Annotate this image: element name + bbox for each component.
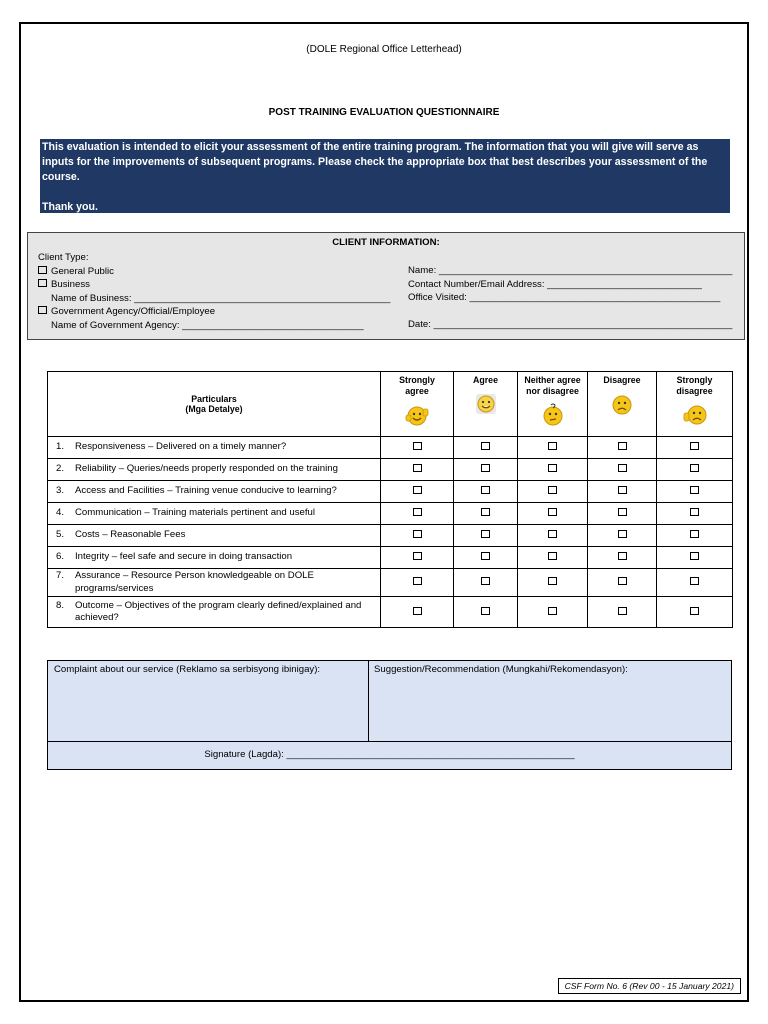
criterion-text: Reliability – Queries/needs properly responded on the training xyxy=(75,463,338,475)
rating-checkbox[interactable] xyxy=(690,530,699,538)
rating-header-strongly-agree xyxy=(381,372,454,437)
table-row xyxy=(48,503,733,525)
feedback-section xyxy=(47,660,732,770)
rating-label-line1: Disagree xyxy=(603,375,641,385)
rating-cell xyxy=(381,547,454,569)
criterion-cell xyxy=(48,481,381,503)
rating-cell xyxy=(454,597,518,628)
name-of-business-field[interactable]: Name of Business: ________________________________________________ xyxy=(51,292,391,304)
rating-label-line1: Agree xyxy=(473,375,498,385)
rating-cell xyxy=(588,547,657,569)
rating-label-line1: Neither agree xyxy=(524,375,581,385)
rating-checkbox[interactable] xyxy=(690,552,699,560)
rating-checkbox[interactable] xyxy=(413,508,422,516)
criterion-number: 6. xyxy=(56,551,65,563)
rating-checkbox[interactable] xyxy=(481,464,490,472)
rating-checkbox[interactable] xyxy=(618,486,627,494)
criterion-cell xyxy=(48,525,381,547)
rating-cell xyxy=(518,597,588,628)
criterion-text: Responsiveness – Delivered on a timely manner? xyxy=(75,441,287,453)
rating-checkbox[interactable] xyxy=(413,577,422,585)
option-general-public[interactable] xyxy=(38,265,390,279)
office-visited-field[interactable]: Office Visited: _______________________________________________ xyxy=(408,292,721,303)
checkbox-business[interactable] xyxy=(38,279,47,287)
rating-cell xyxy=(518,437,588,459)
complaint-box[interactable] xyxy=(48,661,369,741)
criterion-cell xyxy=(48,459,381,481)
rating-checkbox[interactable] xyxy=(413,607,422,615)
rating-checkbox[interactable] xyxy=(481,607,490,615)
particulars-sub: (Mga Detalye) xyxy=(185,404,243,414)
rating-cell xyxy=(454,459,518,481)
rating-checkbox[interactable] xyxy=(690,607,699,615)
name-of-agency-field[interactable]: Name of Government Agency: __________________________________ xyxy=(51,319,364,331)
intro-box xyxy=(40,139,730,213)
rating-cell xyxy=(381,481,454,503)
rating-cell xyxy=(588,503,657,525)
rating-cell xyxy=(381,503,454,525)
rating-cell xyxy=(588,597,657,628)
rating-cell xyxy=(518,547,588,569)
rating-cell xyxy=(518,525,588,547)
date-field[interactable]: Date: ________________________________________________________ xyxy=(408,319,733,330)
rating-cell xyxy=(454,437,518,459)
rating-header-agree xyxy=(454,372,518,437)
client-type-label: Client Type: xyxy=(38,252,89,263)
client-information-section xyxy=(27,232,745,340)
rating-checkbox[interactable] xyxy=(481,577,490,585)
evaluation-table xyxy=(47,371,733,628)
criterion-number: 4. xyxy=(56,507,65,519)
rating-label-line2: agree xyxy=(405,386,429,396)
particulars-label: Particulars xyxy=(191,394,237,404)
rating-label-line1: Strongly xyxy=(676,375,713,385)
rating-checkbox[interactable] xyxy=(548,577,557,585)
rating-label-line1: Strongly xyxy=(399,375,435,385)
thumbs-down-smiley-icon xyxy=(683,403,707,427)
rating-cell xyxy=(657,503,733,525)
rating-checkbox[interactable] xyxy=(618,530,627,538)
rating-cell xyxy=(657,525,733,547)
rating-cell xyxy=(454,547,518,569)
criterion-cell xyxy=(48,597,381,628)
rating-checkbox[interactable] xyxy=(618,442,627,450)
rating-checkbox[interactable] xyxy=(548,486,557,494)
table-row xyxy=(48,597,733,628)
criterion-cell xyxy=(48,437,381,459)
rating-checkbox[interactable] xyxy=(481,508,490,516)
rating-cell xyxy=(454,525,518,547)
rating-checkbox[interactable] xyxy=(690,464,699,472)
rating-checkbox[interactable] xyxy=(690,508,699,516)
option-label: Business xyxy=(51,279,90,290)
rating-header-strongly-disagree xyxy=(657,372,733,437)
rating-cell xyxy=(657,481,733,503)
criterion-cell xyxy=(48,569,381,597)
rating-checkbox[interactable] xyxy=(618,464,627,472)
table-row xyxy=(48,569,733,597)
rating-checkbox[interactable] xyxy=(481,486,490,494)
client-fields-block xyxy=(408,264,732,332)
table-row xyxy=(48,525,733,547)
intro-paragraph: This evaluation is intended to elicit your assessment of the entire training program. The information that you will give will serve as inputs for the improvements of subsequent programs. Please check the appropriate box that best describes your assessment of the course. xyxy=(42,141,708,183)
criterion-number: 5. xyxy=(56,529,65,541)
rating-cell xyxy=(454,481,518,503)
rating-cell xyxy=(454,503,518,525)
criterion-number: 8. xyxy=(56,599,65,611)
rating-checkbox[interactable] xyxy=(690,486,699,494)
table-header-row xyxy=(48,372,733,437)
criterion-text: Integrity – feel safe and secure in doing transaction xyxy=(75,551,293,563)
rating-checkbox[interactable] xyxy=(618,508,627,516)
rating-label-line2: disagree xyxy=(676,386,713,396)
rating-cell xyxy=(381,525,454,547)
form-number: CSF Form No. 6 (Rev 00 - 15 January 2021) xyxy=(558,978,741,994)
thinking-smiley-icon xyxy=(541,403,565,427)
rating-checkbox[interactable] xyxy=(548,607,557,615)
rating-checkbox[interactable] xyxy=(690,577,699,585)
rating-cell xyxy=(657,569,733,597)
rating-cell xyxy=(454,569,518,597)
rating-cell xyxy=(518,503,588,525)
rating-checkbox[interactable] xyxy=(690,442,699,450)
rating-checkbox[interactable] xyxy=(481,442,490,450)
rating-cell xyxy=(518,569,588,597)
rating-checkbox[interactable] xyxy=(548,530,557,538)
signature-field[interactable]: Signature (Lagda): ______________________________________________________ xyxy=(48,741,731,769)
option-government[interactable] xyxy=(38,305,390,319)
rating-checkbox[interactable] xyxy=(548,442,557,450)
rating-checkbox[interactable] xyxy=(413,486,422,494)
criterion-text: Assurance – Resource Person knowledgeable on DOLE programs/services xyxy=(75,570,314,594)
criterion-cell xyxy=(48,547,381,569)
rating-cell xyxy=(381,569,454,597)
rating-checkbox[interactable] xyxy=(548,464,557,472)
rating-checkbox[interactable] xyxy=(413,442,422,450)
thumbs-up-smiley-icon xyxy=(405,403,429,427)
rating-header-neither xyxy=(518,372,588,437)
table-row xyxy=(48,481,733,503)
page-title: POST TRAINING EVALUATION QUESTIONNAIRE xyxy=(268,107,500,118)
client-info-header: CLIENT INFORMATION: xyxy=(332,237,440,248)
rating-header-disagree xyxy=(588,372,657,437)
criterion-number: 2. xyxy=(56,463,65,475)
rating-cell xyxy=(588,569,657,597)
checkbox-government[interactable] xyxy=(38,306,47,314)
option-label: Government Agency/Official/Employee xyxy=(51,306,216,317)
rating-cell xyxy=(518,459,588,481)
rating-cell xyxy=(657,597,733,628)
smiley-icon xyxy=(474,392,498,416)
checkbox-general-public[interactable] xyxy=(38,266,47,274)
rating-checkbox[interactable] xyxy=(413,464,422,472)
rating-cell xyxy=(588,437,657,459)
suggestion-label: Suggestion/Recommendation (Mungkahi/Rekomendasyon): xyxy=(374,664,628,675)
form-page xyxy=(19,22,749,1002)
criterion-cell xyxy=(48,503,381,525)
criterion-text: Costs – Reasonable Fees xyxy=(75,529,186,541)
rating-checkbox[interactable] xyxy=(481,552,490,560)
table-row xyxy=(48,459,733,481)
rating-cell xyxy=(588,481,657,503)
rating-checkbox[interactable] xyxy=(481,530,490,538)
intro-thanks: Thank you. xyxy=(42,201,98,213)
name-field[interactable]: Name: _______________________________________________________ xyxy=(408,265,733,276)
rating-checkbox[interactable] xyxy=(618,577,627,585)
rating-cell xyxy=(588,525,657,547)
option-business[interactable] xyxy=(38,278,390,292)
option-label: General Public xyxy=(51,265,114,277)
contact-field[interactable]: Contact Number/Email Address: _____________________________ xyxy=(408,278,702,290)
rating-checkbox[interactable] xyxy=(618,552,627,560)
criterion-number: 3. xyxy=(56,485,65,497)
rating-cell xyxy=(657,459,733,481)
complaint-label: Complaint about our service (Reklamo sa serbisyong ibinigay): xyxy=(54,664,321,675)
criterion-text: Outcome – Objectives of the program clearly defined/explained and achieved? xyxy=(75,599,362,623)
table-row xyxy=(48,547,733,569)
criterion-text: Communication – Training materials pertinent and useful xyxy=(75,507,315,519)
rating-cell xyxy=(381,597,454,628)
rating-cell xyxy=(518,481,588,503)
criterion-number: 1. xyxy=(56,441,65,453)
rating-checkbox[interactable] xyxy=(413,530,422,538)
rating-cell xyxy=(657,437,733,459)
table-row xyxy=(48,437,733,459)
client-type-block xyxy=(38,251,390,332)
rating-checkbox[interactable] xyxy=(548,508,557,516)
rating-cell xyxy=(381,437,454,459)
rating-cell xyxy=(588,459,657,481)
suggestion-box[interactable] xyxy=(369,661,731,741)
rating-checkbox[interactable] xyxy=(618,607,627,615)
rating-label-line2: nor disagree xyxy=(526,386,579,396)
rating-checkbox[interactable] xyxy=(548,552,557,560)
criterion-text: Access and Facilities – Training venue conducive to learning? xyxy=(75,485,337,497)
frowning-smiley-icon xyxy=(610,392,634,416)
letterhead: (DOLE Regional Office Letterhead) xyxy=(306,44,462,55)
criterion-number: 7. xyxy=(56,570,65,581)
rating-cell xyxy=(381,459,454,481)
rating-cell xyxy=(657,547,733,569)
rating-checkbox[interactable] xyxy=(413,552,422,560)
particulars-header xyxy=(48,372,381,437)
